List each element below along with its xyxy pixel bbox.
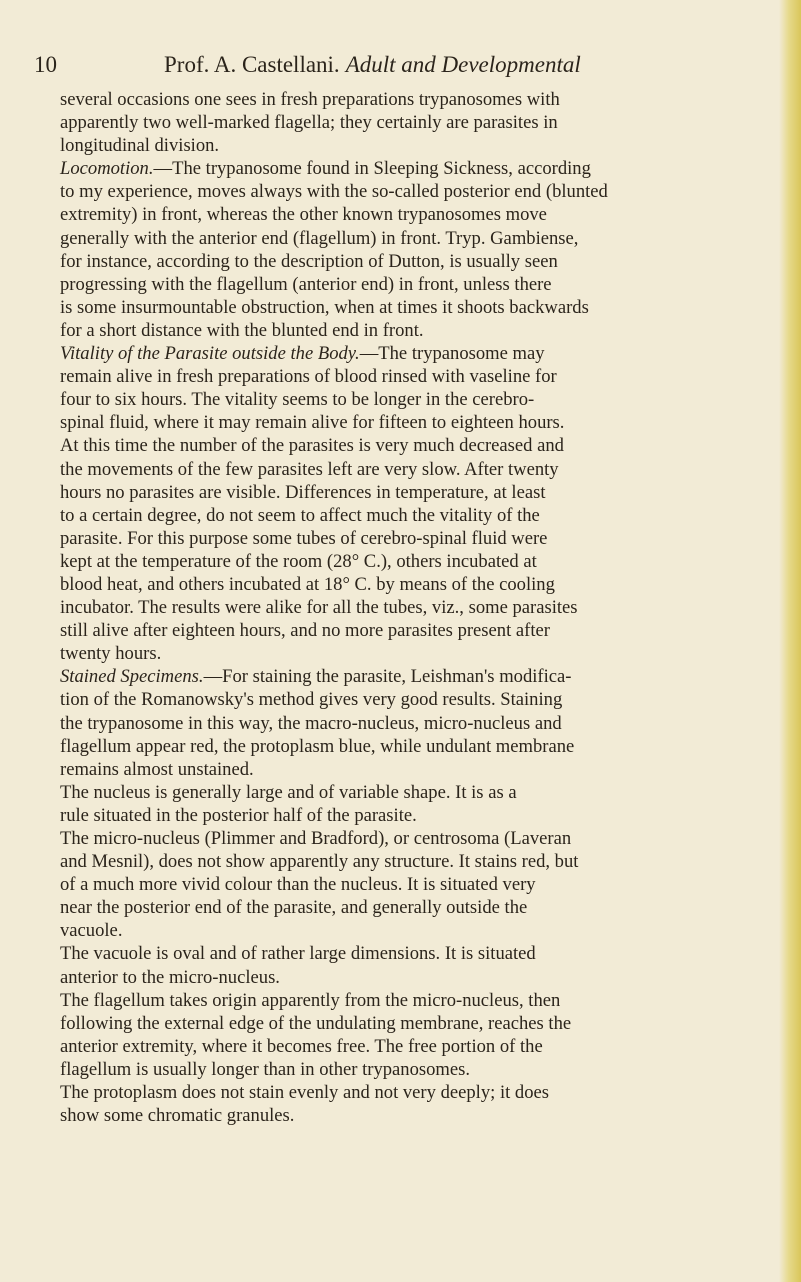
page-edge — [779, 0, 801, 1282]
text-line: following the external edge of the undulating membrane, reaches the — [60, 1012, 572, 1034]
text-line: remains almost unstained. — [60, 758, 254, 780]
text-line: still alive after eighteen hours, and no more parasites present after — [60, 620, 550, 642]
body-text — [60, 88, 750, 1127]
text-line: kept at the temperature of the room (28° C.), others incubated at — [60, 550, 537, 572]
text-line: parasite. For this purpose some tubes of cerebro-spinal fluid were — [60, 527, 548, 549]
text-line: longitudinal division. — [60, 135, 220, 157]
text-line: to a certain degree, do not seem to affect much the vitality of the — [60, 504, 540, 526]
text-line: anterior extremity, where it becomes free. The free portion of the — [60, 1035, 543, 1057]
text-line: vacuole. — [60, 920, 123, 942]
text-line: twenty hours. — [60, 643, 162, 665]
header-title: Adult and Developmental — [345, 52, 581, 77]
text-line: for a short distance with the blunted end in front. — [60, 319, 424, 341]
text-line: Stained Specimens.—For staining the parasite, Leishman's modifica- — [60, 666, 572, 688]
running-head — [34, 52, 734, 86]
text-line: show some chromatic granules. — [60, 1105, 295, 1127]
text-line: flagellum is usually longer than in other trypanosomes. — [60, 1058, 471, 1080]
text-line: tion of the Romanowsky's method gives very good results. Staining — [60, 689, 563, 711]
text-line: is some insurmountable obstruction, when at times it shoots backwards — [60, 296, 589, 318]
text-line: generally with the anterior end (flagellum) in front. Tryp. Gambiense, — [60, 227, 579, 249]
text-line: flagellum appear red, the protoplasm blue, while undulant membrane — [60, 735, 575, 757]
text-line: Vitality of the Parasite outside the Body.—The trypanosome may — [60, 343, 545, 365]
text-line: remain alive in fresh preparations of blood rinsed with vaseline for — [60, 366, 557, 388]
section-heading: Stained Specimens. — [60, 666, 204, 688]
text-line: for instance, according to the description of Dutton, is usually seen — [60, 250, 558, 272]
text-line: four to six hours. The vitality seems to be longer in the cerebro- — [60, 389, 535, 411]
text-line: and Mesnil), does not show apparently any structure. It stains red, but — [60, 851, 579, 873]
text-line: The nucleus is generally large and of variable shape. It is as a — [60, 781, 517, 803]
text-line: Locomotion.—The trypanosome found in Sleeping Sickness, according — [60, 158, 591, 180]
text-line: extremity) in front, whereas the other known trypanosomes move — [60, 204, 547, 226]
text-line: anterior to the micro-nucleus. — [60, 966, 280, 988]
text-line: The vacuole is oval and of rather large dimensions. It is situated — [60, 943, 536, 965]
text-line: of a much more vivid colour than the nucleus. It is situated very — [60, 874, 536, 896]
page-number: 10 — [34, 52, 57, 77]
text-line: to my experience, moves always with the so-called posterior end (blunted — [60, 181, 608, 203]
text-line: At this time the number of the parasites is very much decreased and — [60, 435, 564, 457]
section-heading: Locomotion. — [60, 158, 154, 180]
text-line: The flagellum takes origin apparently from the micro-nucleus, then — [60, 989, 561, 1011]
text-line: hours no parasites are visible. Differences in temperature, at least — [60, 481, 546, 503]
text-line: rule situated in the posterior half of the parasite. — [60, 804, 417, 826]
text-line: the movements of the few parasites left are very slow. After twenty — [60, 458, 559, 480]
section-heading: Vitality of the Parasite outside the Body. — [60, 343, 360, 365]
text-line: the trypanosome in this way, the macro-nucleus, micro-nucleus and — [60, 712, 562, 734]
text-line: The micro-nucleus (Plimmer and Bradford), or centrosoma (Laveran — [60, 828, 572, 849]
text-line: several occasions one sees in fresh preparations trypanosomes with — [60, 89, 560, 110]
text-line: spinal fluid, where it may remain alive for fifteen to eighteen hours. — [60, 412, 565, 434]
text-line: near the posterior end of the parasite, and generally outside the — [60, 897, 528, 919]
text-line: The protoplasm does not stain evenly and not very deeply; it does — [60, 1082, 550, 1104]
text-line: progressing with the flagellum (anterior end) in front, unless there — [60, 273, 552, 295]
text-line: blood heat, and others incubated at 18° C. by means of the cooling — [60, 573, 555, 595]
text-line: apparently two well-marked flagella; they certainly are parasites in — [60, 112, 558, 134]
header-author: Prof. A. Castellani. Adult and Developmental — [164, 52, 581, 77]
text-line: incubator. The results were alike for all the tubes, viz., some parasites — [60, 597, 578, 619]
